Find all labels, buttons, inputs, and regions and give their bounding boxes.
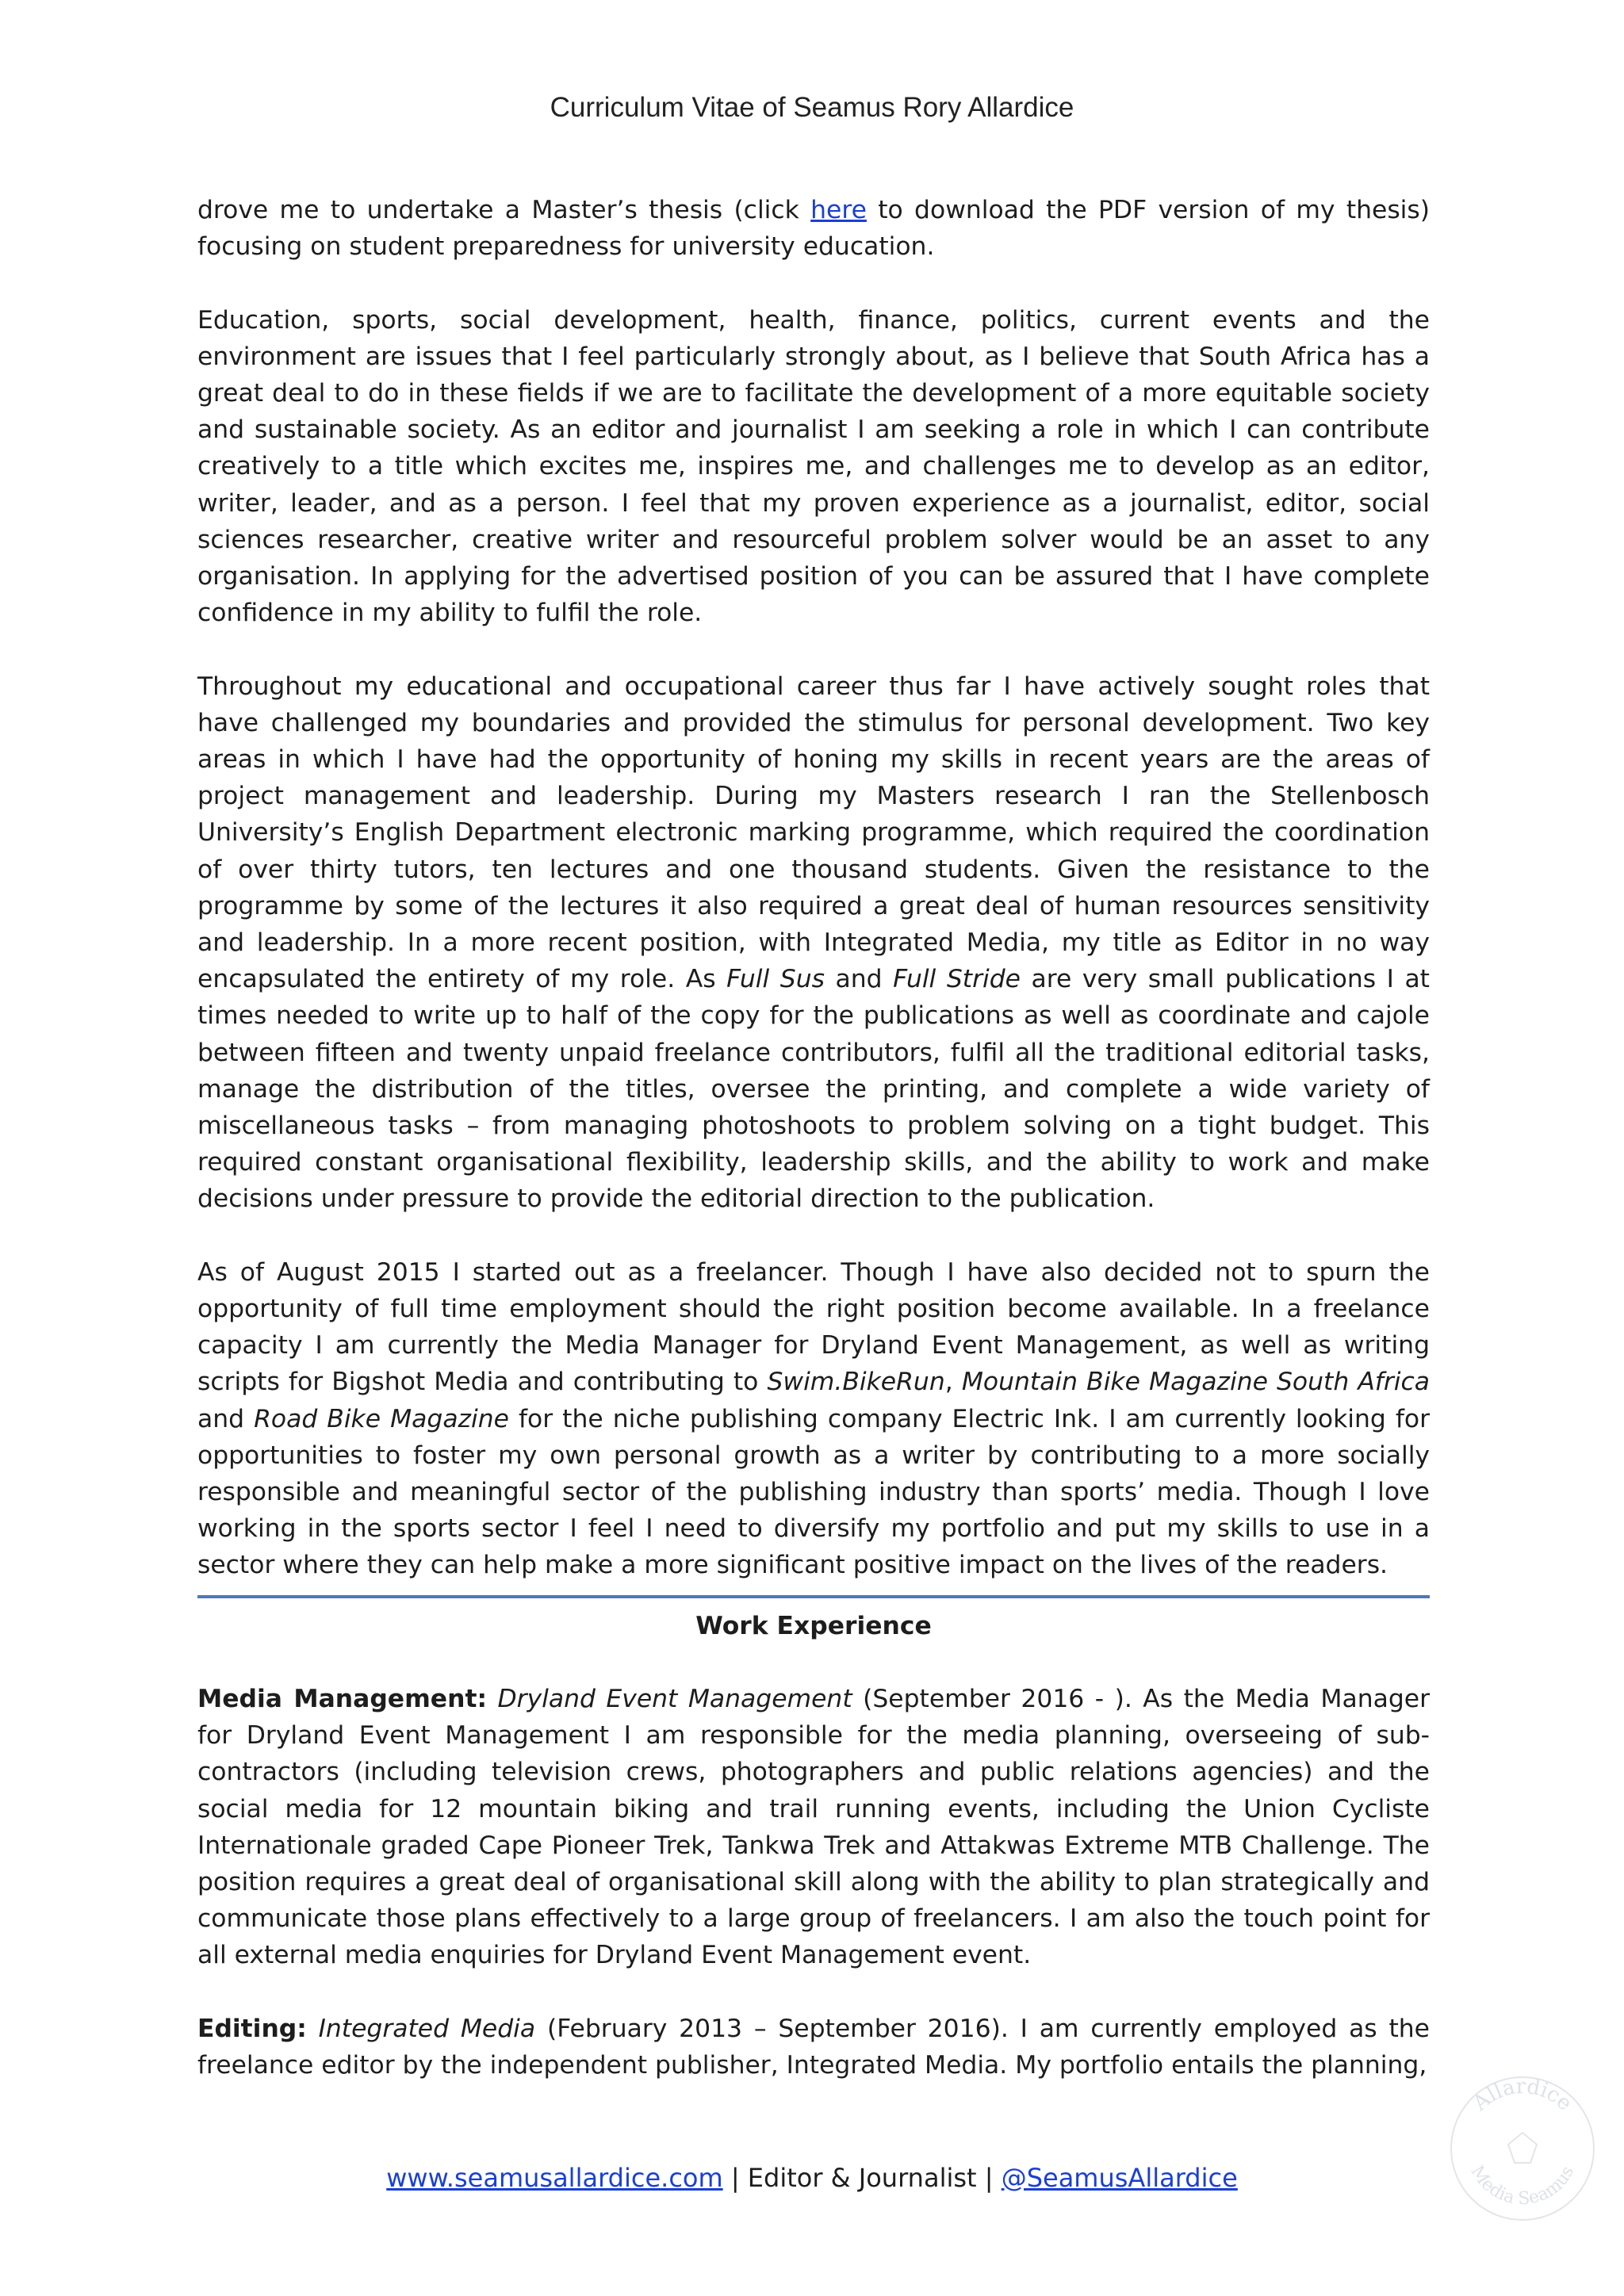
work-experience-heading: Work Experience (695, 1611, 932, 1640)
twitter-handle-link[interactable]: @SeamusAllardice (1001, 2163, 1238, 2193)
experience-company: Integrated Media (318, 2014, 536, 2043)
intro-paragraph-2: Education, sports, social development, health, finance, politics, current events and the environment are issues that I feel particularly strongly about, as I believe that South Africa has a great deal to do in these fields if we are to facilitate the development of a more equitable society and sustainable society. As an editor and journalist I am seeking a role in which I can contribute creatively to a title which excites me, inspires me, and challenges me to develop as an editor, writer, leader, and as a person. I feel that my proven experience as a journalist, editor, social sciences researcher, creative writer and resourceful problem solver would be an asset to any organisation. In applying for the advertised position of you can be assured that I have complete confidence in my ability to fulfil the role. (197, 305, 1430, 628)
work-experience-section (197, 1608, 1430, 2084)
cv-body (197, 192, 1430, 2120)
footer-role: Editor & Journalist (747, 2163, 977, 2193)
text-span: are very small publications I at times needed to write up to half of the copy for the publications as well as coordinate and cajole between fifteen and twenty unpaid freelance contributors, fulfil all the traditional editorial tasks, manage the distribution of the titles, oversee the printing, and complete a wide variety of miscellaneous tasks – from managing photoshoots to problem solving on a tight budget. This required constant organisational flexibility, leadership skills, and the ability to work and make decisions under pressure to provide the editorial direction to the publication. (197, 965, 1430, 1214)
seal-emblem-icon (1508, 2133, 1537, 2163)
text-span: and (197, 1404, 255, 1433)
experience-company: Dryland Event Management (497, 1685, 852, 1714)
text-span: for the niche publishing company Electric Ink. I am currently looking for opportunities to foster my own personal growth as a writer by contributing to a more socially responsible and meaningful sector of the publishing industry than sports’ media. Though I love working in the sports sector I feel I need to diversify my portfolio and put my skills to use in a sector where they can help make a more significant positive impact on the lives of the readers. (197, 1404, 1430, 1580)
experience-text: (February 2013 – September 2016). I am currently employed as the freelance editor by the independent publisher, Integrated Media. My portfolio entails the planning, (197, 2014, 1430, 2080)
publication-full-sus: Full Sus (726, 965, 825, 994)
intro-paragraph-4 (197, 1254, 1430, 1584)
page-footer (0, 2163, 1624, 2193)
footer-separator: | (722, 2163, 748, 2193)
experience-label: Editing: (197, 2014, 307, 2043)
publication-mountain-bike-magazine: Mountain Bike Magazine South Africa (961, 1368, 1430, 1397)
publication-swim-bike-run: Swim.BikeRun (767, 1368, 945, 1397)
publication-road-bike-magazine: Road Bike Magazine (254, 1404, 509, 1433)
text-span: and (824, 965, 894, 994)
experience-entry-editing (197, 2011, 1430, 2084)
seal-text-top: Allardice (1469, 2074, 1577, 2116)
text-span: Throughout my educational and occupational career thus far I have actively sought roles that have challenged my boundaries and provided the stimulus for personal development. Two key areas in which I have had the opportunity of honing my skills in recent years are the areas of project management and leadership. During my Masters research I ran the Stellenbosch University’s English Department electronic marking programme, which required the coordination of over thirty tutors, ten lectures and one thousand students. Given the resistance to the programme by some of the lectures it also required a great deal of human resources sensitivity and leadership. In a more recent position, with Integrated Media, my title as Editor in no way encapsulated the entirety of my role. As (197, 672, 1430, 994)
publication-full-stride: Full Stride (893, 965, 1021, 994)
intro-paragraph-1 (197, 192, 1430, 265)
intro-paragraph-3 (197, 668, 1430, 1218)
thesis-download-link[interactable]: here (810, 196, 867, 224)
text-span: drove me to undertake a Master’s thesis (click (197, 196, 811, 224)
text-span: , (944, 1368, 962, 1397)
footer-separator: | (976, 2163, 1002, 2193)
page-header-title: Curriculum Vitae of Seamus Rory Allardice (550, 92, 1074, 123)
website-link[interactable]: www.seamusallardice.com (386, 2163, 723, 2193)
seal-text-bottom: Media Seamus (1466, 2162, 1579, 2210)
text-span: to download the PDF version of my thesis) focusing on student preparedness for university education. (197, 196, 1431, 262)
section-divider (197, 1595, 1430, 1598)
experience-text: (September 2016 - ). As the Media Manager for Dryland Event Management I am responsible for the media planning, overseeing of sub-contractors (including television crews, photographers and public relations agencies) and the social media for 12 mountain biking and trail running events, including the Union Cycliste Internationale graded Cape Pioneer Trek, Tankwa Trek and Attakwas Extreme MTB Challenge. The position requires a great deal of organisational skill along with the ability to plan strategically and communicate those plans effectively to a large group of freelancers. I am also the touch point for all external media enquiries for Dryland Event Management event. (197, 1685, 1430, 1970)
text-span: As of August 2015 I started out as a freelancer. Though I have also decided not to spurn the opportunity of full time employment should the right position become available. In a freelance capacity I am currently the Media Manager for Dryland Event Management, as well as writing scripts for Bigshot Media and contributing to (197, 1257, 1430, 1397)
experience-label: Media Management: (197, 1685, 487, 1714)
allardice-media-seal-watermark (1443, 2069, 1602, 2228)
experience-entry-media-management (197, 1681, 1430, 1974)
